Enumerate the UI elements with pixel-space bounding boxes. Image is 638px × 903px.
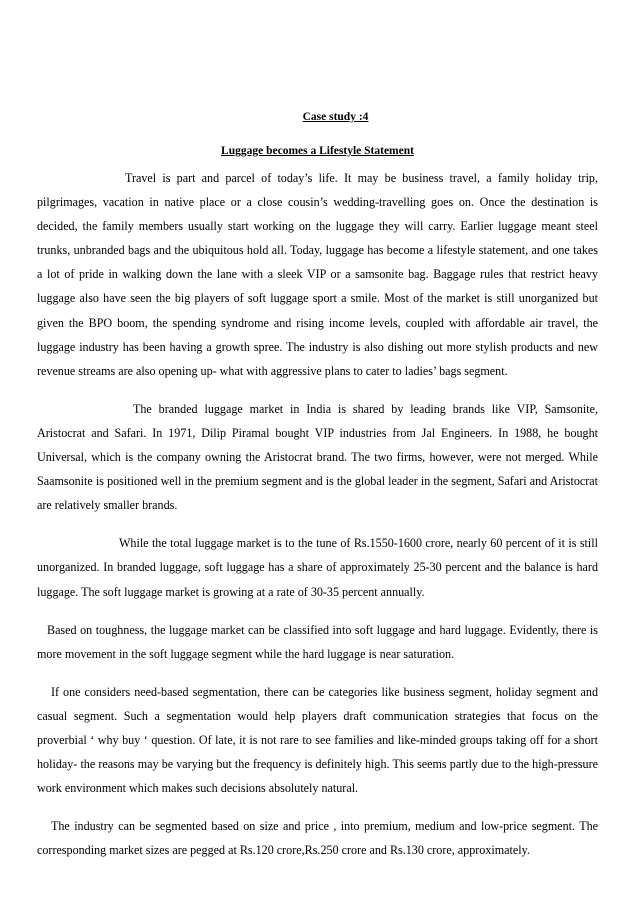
- paragraph-need-segmentation: If one considers need-based segmentation, there can be categories like business segment, holiday segment and casual segment. Such a segmentation would help players draft communication strategies that focus on the proverbial ‘ why buy ‘ question. Of late, it is not rare to see families and like-minded groups taking off for a short holiday- the reasons may be varying but the frequency is definitely high. This seems partly due to the high-pressure work environment which makes such decisions absolutely natural.: [37, 684, 598, 796]
- paragraph-market-size: While the total luggage market is to the tune of Rs.1550-1600 crore, nearly 60 percent of it is still unorganized. In branded luggage, soft luggage has a share of approximately 25-30 percent and the balance is hard luggage. The soft luggage market is growing at a rate of 30-35 percent annually.: [37, 536, 598, 599]
- paragraph-toughness: Based on toughness, the luggage market can be classified into soft luggage and hard luggage. Evidently, there is more movement in the soft luggage segment while the hard luggage is near saturation.: [37, 622, 598, 661]
- document-page: [37, 110, 598, 862]
- paragraph-branded-market: The branded luggage market in India is shared by leading brands like VIP, Samsonite, Aristocrat and Safari. In 1971, Dilip Piramal bought VIP industries from Jal Engineers. In 1988, he bought Universal, which is the company owning the Aristocrat brand. The two firms, however, were not merged. While Saamsonite is positioned well in the premium segment and is the global leader in the segment, Safari and Aristocrat are relatively smaller brands.: [37, 401, 598, 513]
- paragraph-price-segmentation: The industry can be segmented based on size and price , into premium, medium and low-price segment. The corresponding market sizes are pegged at Rs.120 crore,Rs.250 crore and Rs.130 crore, approximately.: [37, 819, 598, 858]
- paragraph-travel: Travel is part and parcel of today’s life. It may be business travel, a family holiday trip, pilgrimages, vacation in native place or a close cousin’s wedding-travelling goes on. Once the destination is decided, the family members usually start working on the luggage they will carry. Earlier luggage meant steel trunks, unbranded bags and the ubiquitous hold all. Today, luggage has become a lifestyle statement, and one takes a lot of pride in walking down the lane with a sleek VIP or a samsonite bag. Baggage rules that restrict heavy luggage also have seen the big players of soft luggage sport a smile. Most of the market is still unorganized but given the BPO boom, the spending syndrome and rising income levels, coupled with affordable air travel, the luggage industry has been having a growth spree. The industry is also dishing out more stylish products and new revenue streams are also opening up- what with aggressive plans to cater to ladies’ bags segment.: [37, 171, 598, 378]
- document-subtitle: Luggage becomes a Lifestyle Statement: [221, 145, 414, 157]
- case-study-title: Case study :4: [302, 111, 369, 123]
